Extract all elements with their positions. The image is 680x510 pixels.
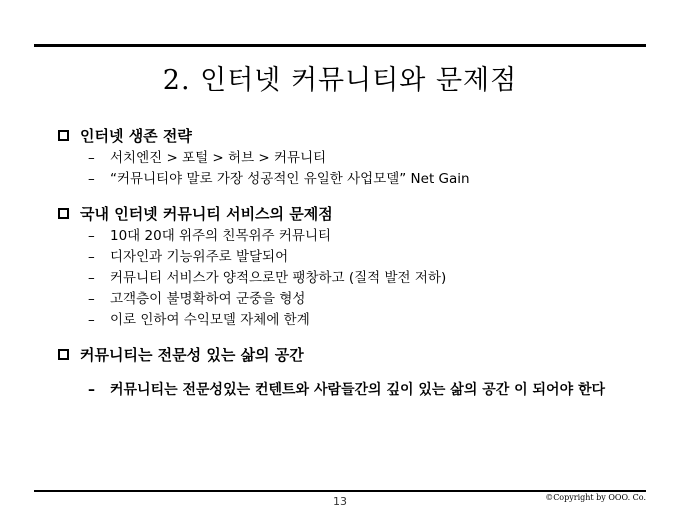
item-text: 서치엔진 > 포털 > 허브 > 커뮤니티: [110, 150, 327, 166]
heading-text: 커뮤니티는 전문성 있는 삶의 공간: [80, 345, 304, 364]
item-text: 이로 인하여 수익모델 자체에 한계: [110, 312, 310, 328]
section-professional-space: [58, 343, 648, 399]
dash-bullet-icon: –: [88, 291, 95, 307]
checkbox-bullet-icon: [58, 130, 69, 141]
item-text: 고객층이 불명확하여 군중을 형성: [110, 291, 306, 307]
item-text: 디자인과 기능위주로 발달되어: [110, 249, 289, 265]
dash-bullet-icon: –: [88, 382, 95, 398]
dash-bullet-icon: –: [88, 228, 95, 244]
dash-bullet-icon: –: [88, 150, 95, 166]
bullet-list: [58, 381, 648, 399]
heading-text: 국내 인터넷 커뮤니티 서비스의 문제점: [80, 204, 333, 223]
section-survival-strategy: [58, 124, 648, 190]
list-item: [58, 289, 648, 310]
slide-content: [58, 124, 648, 399]
item-text: 커뮤니티는 전문성있는 컨텐트와 사람들간의 깊이 있는 삶의 공간 이 되어야 한다: [110, 382, 606, 398]
list-item: [58, 268, 648, 289]
bottom-rule: [34, 490, 646, 492]
dash-bullet-icon: –: [88, 249, 95, 265]
page-number: 13: [333, 495, 347, 508]
copyright-notice: ©Copyright by OOO. Co.: [545, 493, 646, 502]
bullet-list: [58, 226, 648, 331]
checkbox-bullet-icon: [58, 349, 69, 360]
list-item: [58, 169, 648, 190]
top-rule: [34, 44, 646, 47]
list-item: [58, 381, 648, 399]
item-text: 10대 20대 위주의 친목위주 커뮤니티: [110, 228, 332, 244]
dash-bullet-icon: –: [88, 171, 95, 187]
section-heading: [58, 124, 648, 146]
heading-text: 인터넷 생존 전략: [80, 126, 192, 145]
list-item: [58, 247, 648, 268]
item-text: 커뮤니티 서비스가 양적으로만 팽창하고 (질적 발전 저하): [110, 270, 447, 286]
section-domestic-problems: [58, 202, 648, 331]
bullet-list: [58, 148, 648, 190]
section-heading: [58, 343, 648, 365]
list-item: [58, 310, 648, 331]
dash-bullet-icon: –: [88, 312, 95, 328]
slide-title: 2. 인터넷 커뮤니티와 문제점: [162, 65, 518, 96]
item-text: “커뮤니티야 말로 가장 성공적인 유일한 사업모델” Net Gain: [110, 171, 470, 187]
dash-bullet-icon: –: [88, 270, 95, 286]
section-heading: [58, 202, 648, 224]
checkbox-bullet-icon: [58, 208, 69, 219]
list-item: [58, 226, 648, 247]
list-item: [58, 148, 648, 169]
